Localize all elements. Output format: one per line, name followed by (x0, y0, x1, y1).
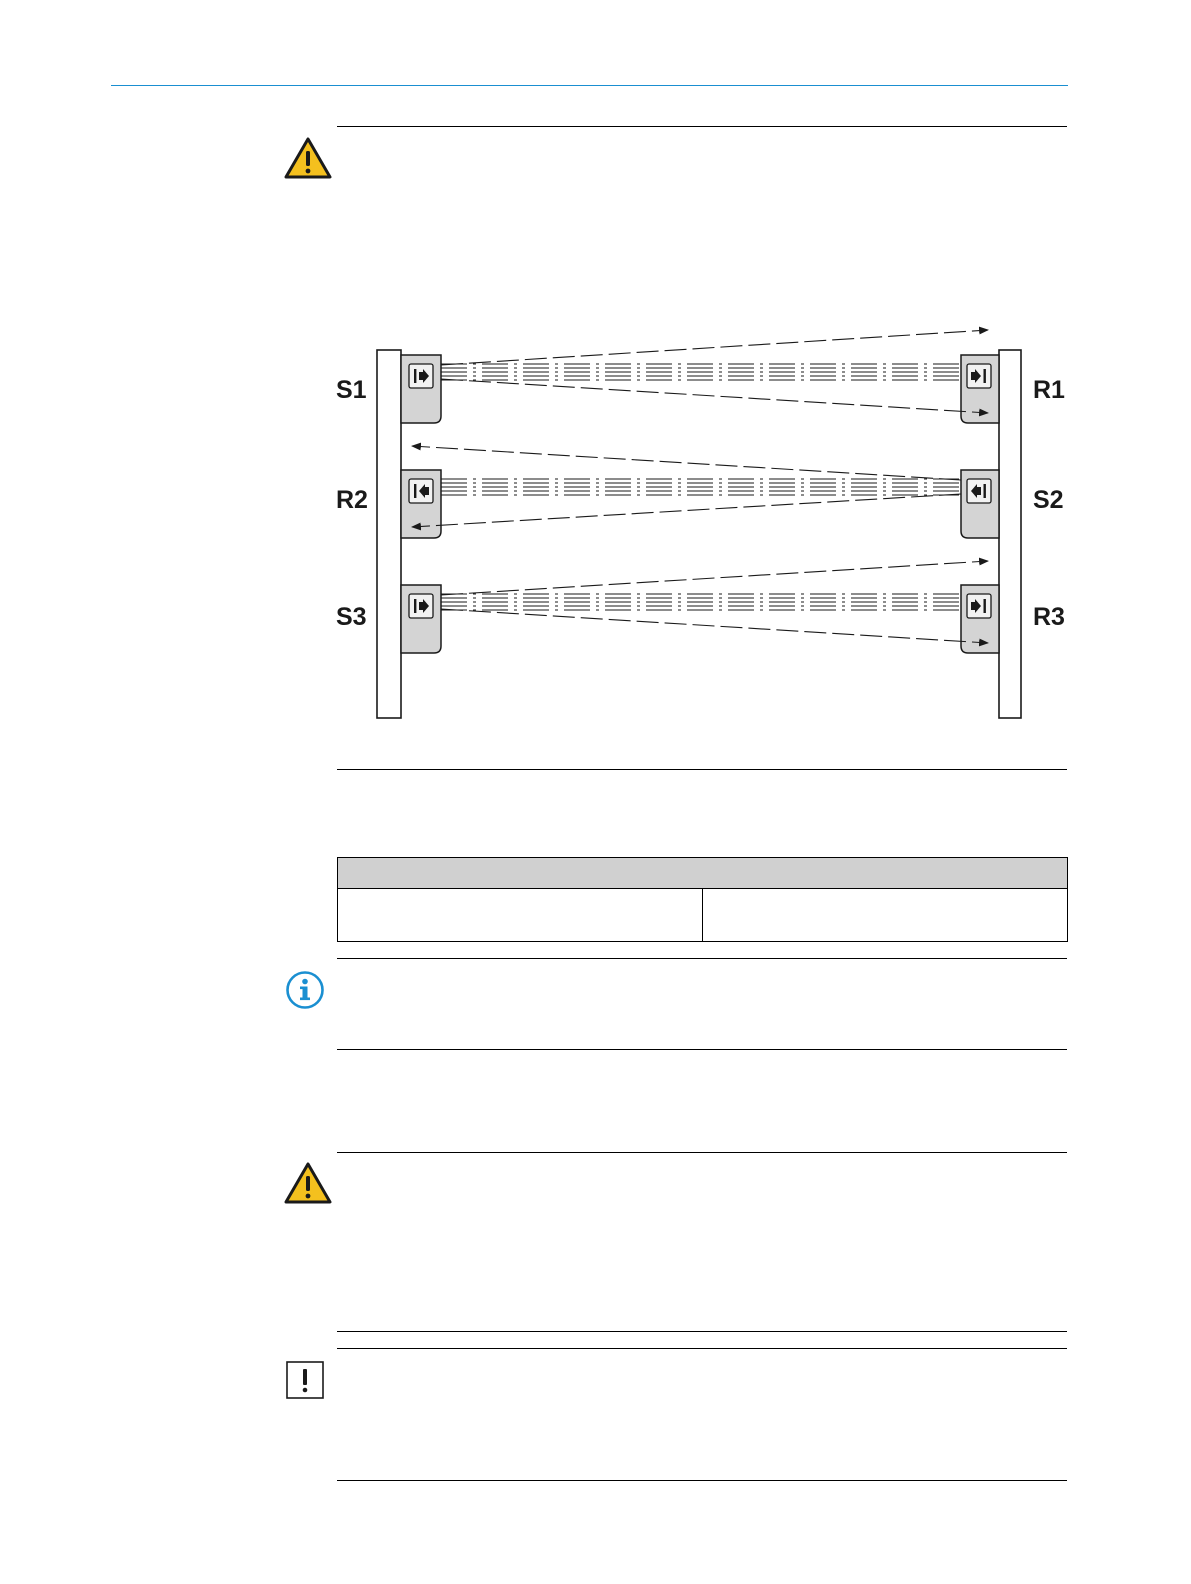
label-r3: R3 (1033, 603, 1065, 631)
info-top-rule (337, 958, 1067, 959)
beam-edge-s1-lower (441, 379, 988, 413)
figure-bottom-rule (337, 769, 1067, 770)
table-cell (703, 889, 1068, 942)
exclamation-box-icon (286, 1361, 324, 1399)
receiver-symbol-r1 (967, 364, 991, 388)
beam-edge-s2-lower (412, 494, 961, 527)
sender-symbol-s3 (409, 594, 433, 618)
sender-symbol-s2 (967, 479, 991, 503)
beam-edge-s2-upper (412, 446, 961, 480)
left-column (377, 350, 401, 718)
label-s1: S1 (336, 376, 367, 404)
table-row (338, 889, 1068, 942)
table-cell (338, 889, 703, 942)
label-r2: R2 (336, 486, 368, 514)
spec-table (337, 857, 1068, 942)
info-circle-icon (285, 970, 325, 1010)
label-r1: R1 (1033, 376, 1065, 404)
beam-edge-s3-upper (441, 561, 988, 595)
beam-edge-s3-lower (441, 609, 988, 643)
right-column (999, 350, 1021, 718)
label-s3: S3 (336, 603, 367, 631)
beam-edge-s1-upper (441, 330, 988, 365)
light-beam-diagram (330, 320, 1070, 730)
beam-bundle-2 (441, 479, 961, 495)
notice-top-rule (337, 1348, 1067, 1349)
beam-bundle-1 (441, 364, 961, 380)
warning2-bottom-rule (337, 1331, 1067, 1332)
sender-symbol-s1 (409, 364, 433, 388)
notice-bottom-rule (337, 1480, 1067, 1481)
warning-top-rule (337, 126, 1067, 127)
warning2-top-rule (337, 1152, 1067, 1153)
table-header-cell (338, 858, 1068, 889)
receiver-symbol-r2 (409, 479, 433, 503)
receiver-symbol-r3 (967, 594, 991, 618)
label-s2: S2 (1033, 486, 1064, 514)
table-header-row (338, 858, 1068, 889)
warning-triangle-icon (284, 137, 332, 179)
header-rule (111, 85, 1068, 86)
beam-bundle-3 (441, 594, 961, 610)
info-bottom-rule (337, 1049, 1067, 1050)
warning-triangle-icon (284, 1162, 332, 1204)
